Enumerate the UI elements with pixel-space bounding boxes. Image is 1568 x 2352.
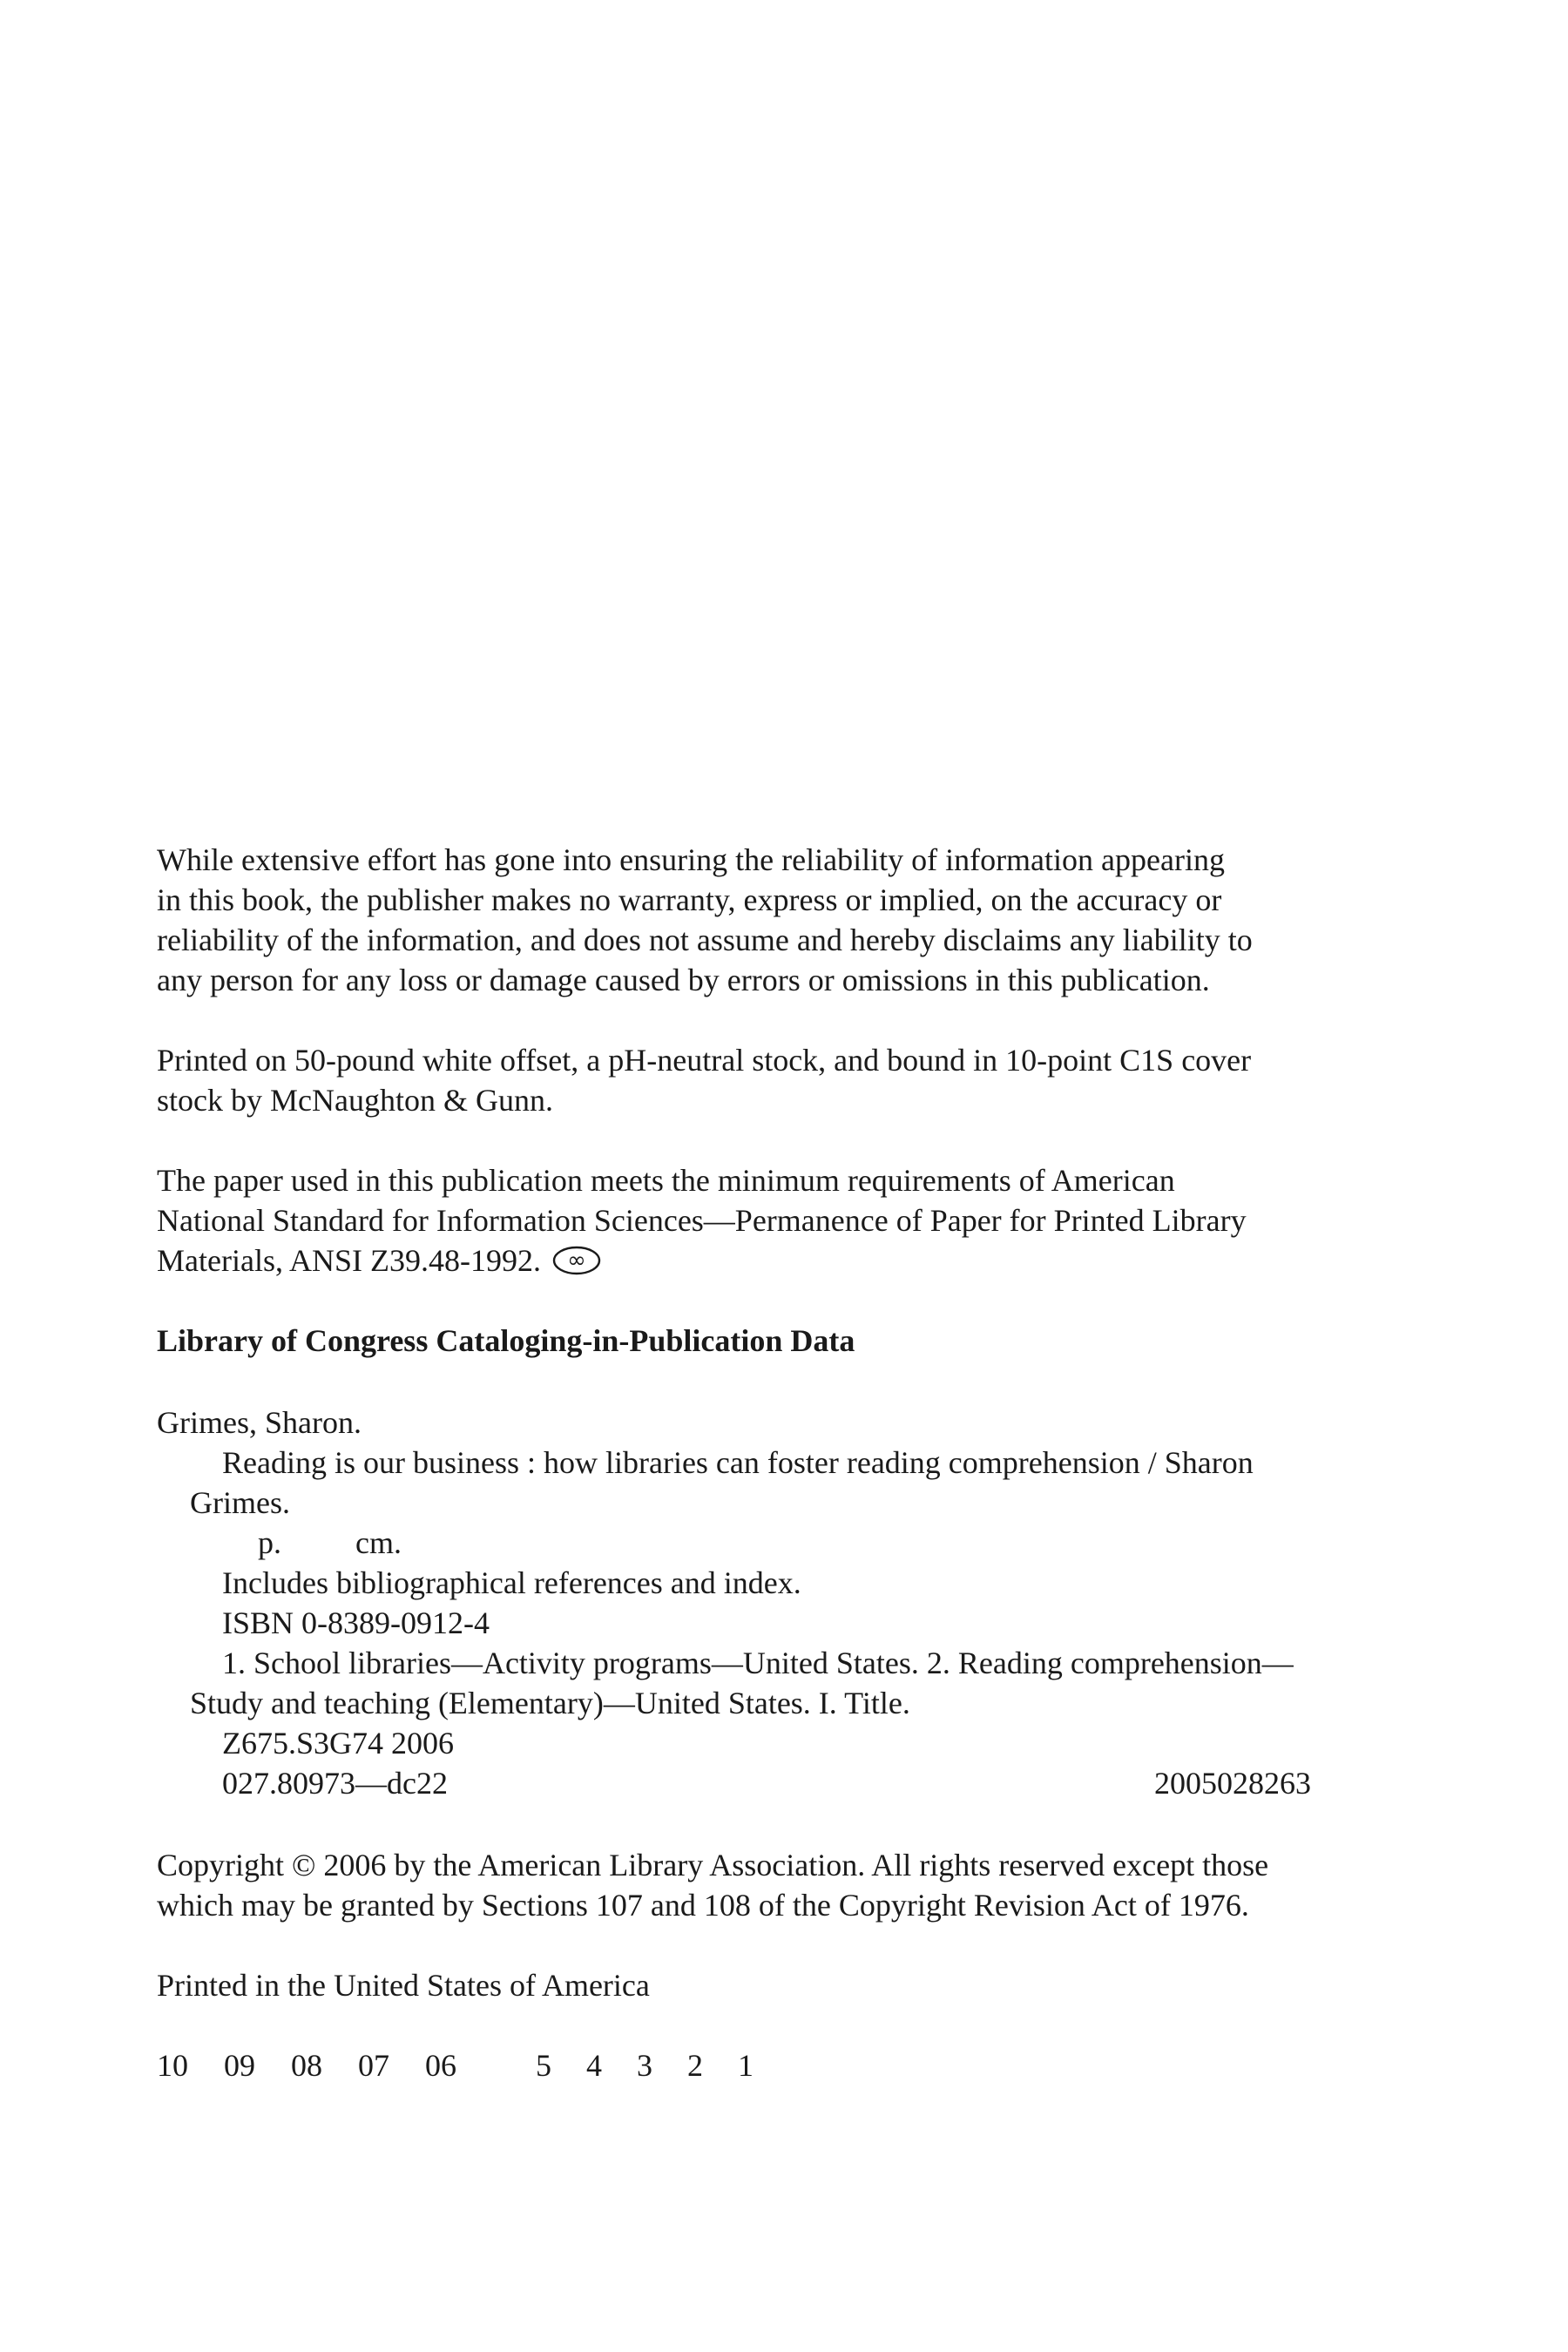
infinity-permanence-icon (551, 1245, 602, 1276)
copyright-paragraph (157, 1845, 1411, 1925)
cip-block (157, 1402, 1411, 1803)
cip-physical-description (157, 1523, 1411, 1563)
paper-note-line: The paper used in this publication meets the minimum requirements of American (157, 1163, 1175, 1198)
cip-heading: Library of Congress Cataloging-in-Publication Data (157, 1323, 855, 1358)
cip-subjects-line: Study and teaching (Elementary)—United States. I. Title. (190, 1686, 910, 1720)
printed-in-text: Printed in the United States of America (157, 1968, 650, 2003)
cip-title-line: Reading is our business : how libraries can foster reading comprehension / Sharon (222, 1445, 1254, 1480)
cip-dewey: 027.80973—dc22 (222, 1766, 448, 1801)
cip-isbn: ISBN 0-8389-0912-4 (222, 1605, 490, 1640)
printing-note-paragraph (157, 1040, 1411, 1120)
disclaimer-line: in this book, the publisher makes no warranty, express or implied, on the accuracy or (157, 882, 1222, 917)
copyright-line: which may be granted by Sections 107 and 108 of the Copyright Revision Act of 1976. (157, 1888, 1249, 1923)
printing-year: 09 (224, 2048, 255, 2083)
cip-classification-row (157, 1763, 1411, 1803)
infinity-glyph: ∞ (567, 1247, 586, 1274)
printing-note-line: stock by McNaughton & Gunn. (157, 1083, 553, 1118)
printing-year: 06 (425, 2048, 456, 2083)
copyright-page (157, 840, 1411, 2085)
printing-note-line: Printed on 50-pound white offset, a pH-neutral stock, and bound in 10-point C1S cover (157, 1043, 1252, 1078)
printing-impression: 4 (586, 2048, 602, 2083)
paper-note-line: National Standard for Information Sciences—Permanence of Paper for Printed Library (157, 1203, 1247, 1238)
cip-subjects-line: 1. School libraries—Activity programs—United States. 2. Reading comprehension— (222, 1646, 1294, 1680)
cip-author: Grimes, Sharon. (157, 1405, 362, 1440)
cip-call-number: Z675.S3G74 2006 (222, 1726, 455, 1761)
paper-note-text: Materials, ANSI Z39.48-1992. (157, 1243, 541, 1278)
printing-impression: 1 (738, 2048, 754, 2083)
printing-number-line (157, 2045, 1411, 2085)
disclaimer-paragraph (157, 840, 1411, 1000)
cip-title-line: Grimes. (190, 1485, 290, 1520)
paper-note-line (157, 1240, 1411, 1281)
printed-in-statement (157, 1965, 1411, 2005)
printing-year: 07 (358, 2048, 389, 2083)
printing-year: 08 (291, 2048, 322, 2083)
cip-lccn: 2005028263 (1154, 1766, 1311, 1801)
copyright-line: Copyright © 2006 by the American Library Association. All rights reserved except those (157, 1848, 1269, 1882)
cip-cm: cm. (355, 1525, 402, 1560)
cip-includes: Includes bibliographical references and index. (222, 1565, 801, 1600)
cip-pages: p. (258, 1525, 281, 1560)
printing-impression: 5 (536, 2048, 551, 2083)
printing-impression: 3 (637, 2048, 652, 2083)
disclaimer-line: While extensive effort has gone into ensuring the reliability of information appearing (157, 842, 1225, 877)
printing-year: 10 (157, 2048, 188, 2083)
disclaimer-line: reliability of the information, and does not assume and hereby disclaims any liability to (157, 923, 1253, 957)
paper-note-paragraph (157, 1160, 1411, 1281)
printing-impression: 2 (687, 2048, 703, 2083)
disclaimer-line: any person for any loss or damage caused by errors or omissions in this publication. (157, 963, 1210, 997)
